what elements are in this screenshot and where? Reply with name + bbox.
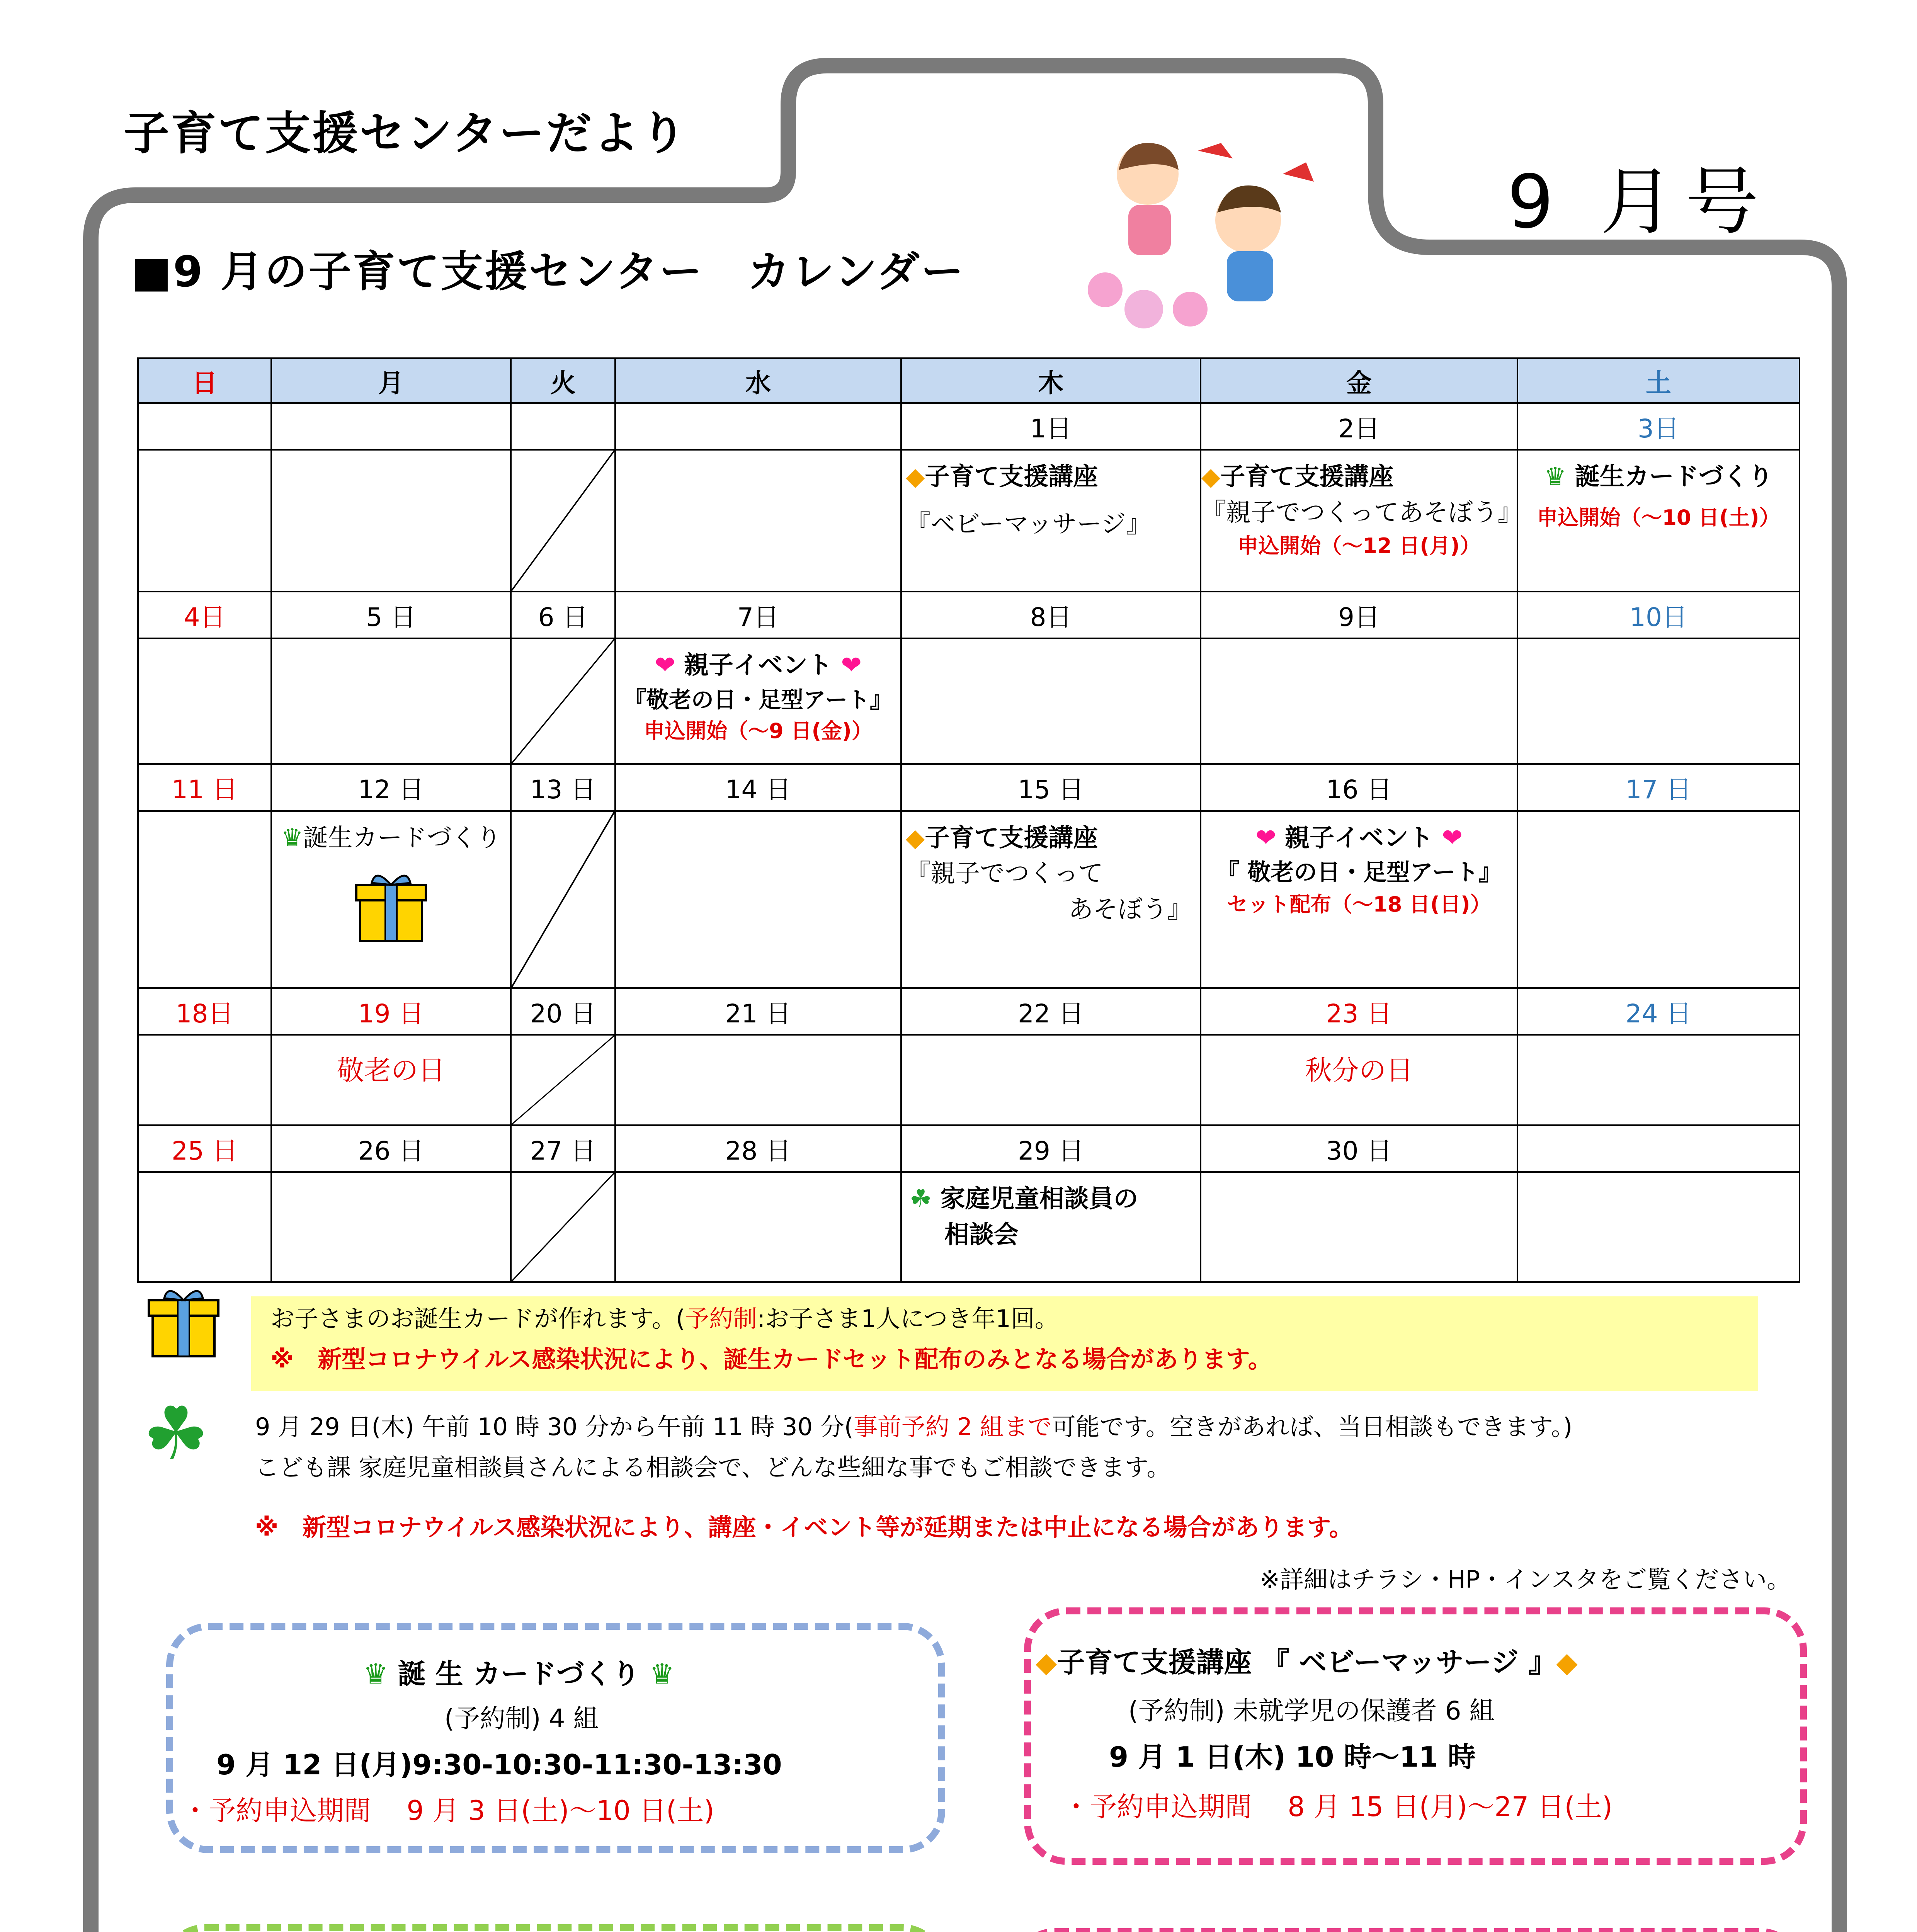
parent-child-event-box [162, 1924, 945, 1932]
baby-massage-title: ◆子育て支援講座 『 ベビーマッサージ 』◆ [1036, 1646, 1578, 1679]
event-title: 誕生カードづくり [303, 823, 501, 852]
event-note: セット配布（～18 日(日)） [1227, 892, 1491, 917]
event-note: 申込開始（～9 日(金)） [644, 718, 873, 743]
weekday-sun: 日 [138, 358, 271, 403]
date-cell: 15 日 [901, 764, 1201, 811]
date-cell: 21 日 [615, 988, 901, 1035]
weekday-fri: 金 [1201, 358, 1517, 403]
calendar-section-title: ■9 月の子育て支援センター カレンダー [131, 247, 965, 296]
baby-massage-date: 9 月 1 日(木) 10 時～11 時 [1109, 1741, 1476, 1773]
birthday-card-title: ♛ 誕 生 カードづくり ♛ [363, 1658, 675, 1690]
date-cell: 23 日 [1201, 988, 1517, 1035]
event-title: 誕生カードづくり [1575, 463, 1773, 492]
event-title: 親子イベント [684, 651, 832, 680]
date-cell: 25 日 [138, 1125, 271, 1172]
event-subtitle: 『ベビーマッサージ』 [906, 510, 1151, 539]
date-cell: 3日 [1517, 403, 1800, 450]
heart-icon: ❤ [655, 651, 684, 680]
clover-icon: ☘ [910, 1184, 941, 1213]
event-title: 家庭児童相談員の [940, 1184, 1138, 1213]
calendar-table [137, 357, 1800, 1283]
week-3-event-row [138, 811, 1800, 988]
event-subtitle: 『 敬老の日・足型アート』 [1216, 859, 1502, 886]
date-cell: 7日 [615, 592, 901, 638]
event-title: 子育て支援講座 [925, 823, 1098, 852]
details-note: ※詳細はチラシ・HP・インスタをご覧ください。 [1260, 1565, 1791, 1594]
week-3-date-row [138, 764, 1800, 811]
date-cell: 24 日 [1517, 988, 1800, 1035]
date-cell: 20 日 [511, 988, 615, 1035]
week-2-event-row [138, 638, 1800, 764]
crown-icon: ♛ [281, 823, 303, 852]
birthday-card-capacity: (予約制) 4 組 [444, 1704, 599, 1733]
date-cell: 14 日 [615, 764, 901, 811]
event-subtitle: 『敬老の日・足型アート』 [624, 686, 893, 713]
date-cell: 17 日 [1517, 764, 1800, 811]
heart-icon: ❤ [1433, 823, 1463, 852]
event-subtitle: あそぼう』 [1068, 895, 1192, 924]
date-cell: 22 日 [901, 988, 1201, 1035]
event-note: 申込開始（～12 日(月)） [1237, 533, 1481, 558]
event-title: 親子イベント [1285, 823, 1433, 852]
clover-icon: ☘ [143, 1391, 209, 1476]
weekday-wed: 水 [615, 358, 901, 403]
holiday-label: 敬老の日 [337, 1054, 445, 1086]
weekday-sat: 土 [1517, 358, 1800, 403]
date-cell: 5 日 [271, 592, 511, 638]
date-cell: 13 日 [511, 764, 615, 811]
birthday-note-line1: お子さまのお誕生カードが作れます。(予約制:お子さま1人につき年1回。 [270, 1304, 1059, 1333]
warning-note: ※ 新型コロナウイルス感染状況により、講座・イベント等が延期または中止になる場合があります。 [255, 1513, 1353, 1541]
date-cell: 1日 [901, 403, 1201, 450]
heart-icon: ❤ [832, 651, 862, 680]
weekday-mon: 月 [271, 358, 511, 403]
diamond-icon: ◆ [1036, 1646, 1057, 1679]
date-cell [1517, 1125, 1800, 1172]
crown-icon: ♛ [640, 1658, 675, 1690]
date-cell: 9日 [1201, 592, 1517, 638]
week-1-event-row [138, 450, 1800, 591]
birthday-note-line2: ※ 新型コロナウイルス感染状況により、誕生カードセット配布のみとなる場合があります。 [270, 1345, 1272, 1373]
week-5-event-row [138, 1172, 1800, 1282]
date-cell: 27 日 [511, 1125, 615, 1172]
week-4-date-row [138, 988, 1800, 1035]
diamond-icon: ◆ [906, 823, 925, 852]
date-cell: 28 日 [615, 1125, 901, 1172]
date-cell: 11 日 [138, 764, 271, 811]
date-cell: 16 日 [1201, 764, 1517, 811]
week-5-date-row [138, 1125, 1800, 1172]
weekday-tue: 火 [511, 358, 615, 403]
diamond-icon: ◆ [1201, 463, 1221, 492]
date-cell [271, 403, 511, 450]
date-cell: 18日 [138, 988, 271, 1035]
event-title: 子育て支援講座 [925, 463, 1098, 492]
date-cell: 26 日 [271, 1125, 511, 1172]
date-cell: 10日 [1517, 592, 1800, 638]
event-title: 相談会 [944, 1220, 1019, 1249]
week-1-date-row [138, 403, 1800, 450]
diamond-icon: ◆ [906, 463, 925, 492]
date-cell [615, 403, 901, 450]
date-cell: 8日 [901, 592, 1201, 638]
event-subtitle: 『親子でつくって [906, 859, 1103, 888]
weekday-header-row [138, 358, 1800, 403]
event-note: 申込開始（～10 日(土)） [1537, 505, 1780, 530]
diamond-icon: ◆ [1556, 1646, 1578, 1679]
baby-massage-period: ・予約申込期間 8 月 15 日(月)～27 日(土) [1063, 1791, 1613, 1823]
date-cell [138, 403, 271, 450]
birthday-card-date: 9 月 12 日(月)9:30-10:30-11:30-13:30 [216, 1748, 782, 1781]
page-title: 子育て支援センターだより [124, 107, 688, 160]
event-title: 子育て支援講座 [1220, 463, 1394, 492]
children-illustration [1082, 128, 1345, 344]
date-cell: 6 日 [511, 592, 615, 638]
date-cell: 4日 [138, 592, 271, 638]
date-cell: 12 日 [271, 764, 511, 811]
crown-icon: ♛ [363, 1658, 398, 1690]
date-cell: 19 日 [271, 988, 511, 1035]
weekday-thu: 木 [901, 358, 1201, 403]
week-2-date-row [138, 592, 1800, 638]
date-cell: 29 日 [901, 1125, 1201, 1172]
consult-note-line1: 9 月 29 日(木) 午前 10 時 30 分から午前 11 時 30 分(事前予約 2 組まで可能です。空きがあれば、当日相談もできます。) [255, 1413, 1573, 1441]
gift-icon [145, 1283, 222, 1360]
consult-note-line2: こども課 家庭児童相談員さんによる相談会で、どんな些細な事でもご相談できます。 [255, 1453, 1171, 1481]
make-and-play-box [1012, 1928, 1803, 1932]
date-cell [511, 403, 615, 450]
holiday-label: 秋分の日 [1305, 1054, 1413, 1086]
issue-label: 9 月号 [1507, 159, 1771, 245]
event-subtitle: 『親子でつくってあそぼう』 [1201, 498, 1522, 527]
date-cell: 30 日 [1201, 1125, 1517, 1172]
heart-icon: ❤ [1255, 823, 1285, 852]
week-4-event-row [138, 1035, 1800, 1125]
gift-icon [352, 867, 430, 945]
date-cell: 2日 [1201, 403, 1517, 450]
birthday-card-period: ・予約申込期間 9 月 3 日(土)～10 日(土) [182, 1795, 714, 1827]
baby-massage-capacity: (予約制) 未就学児の保護者 6 組 [1128, 1696, 1495, 1726]
crown-icon: ♛ [1544, 463, 1575, 492]
